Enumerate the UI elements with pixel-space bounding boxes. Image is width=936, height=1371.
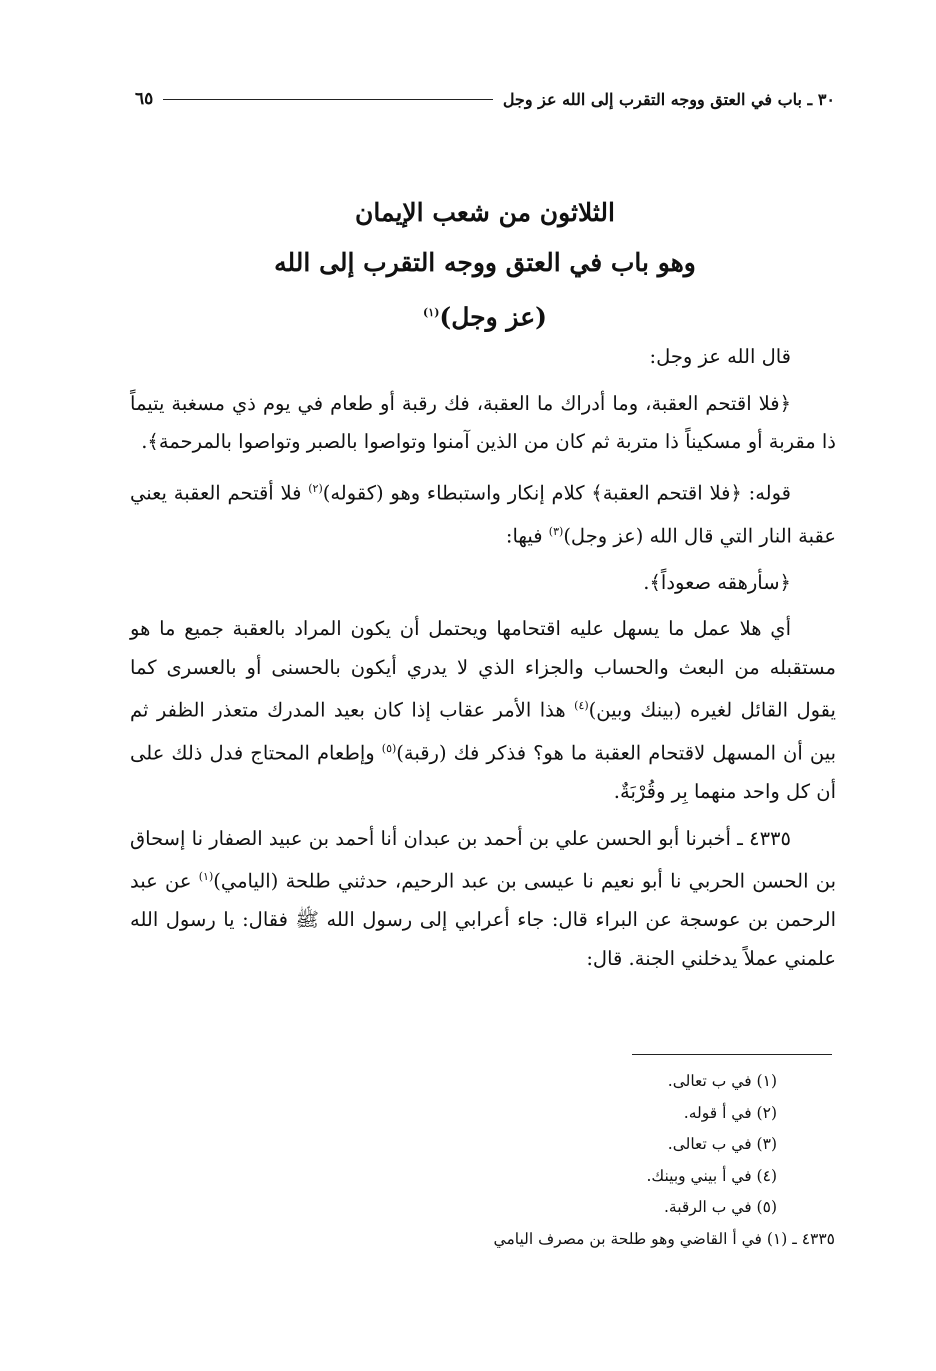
title-footnote-marker: (١) — [423, 306, 440, 319]
paragraph-6 — [130, 820, 836, 979]
paragraph-1: قال الله عز وجل: — [649, 345, 791, 368]
paragraph-5 — [130, 610, 836, 812]
footnote-6: ٤٣٣٥ ـ (١) في أ القاضي وهو طلحة بن مصرف اليامي — [493, 1229, 835, 1248]
footnote-1: (١) في ب تعالى. — [667, 1072, 777, 1090]
title-line-3 — [135, 288, 835, 342]
paragraph-5-part-a: أي هلا عمل ما يسهل عليه اقتحامها ويحتمل أن يكون المراد بالعقبة جميع ما هو مستقبله من البعث والحساب والجزاء الذي لا يدري أيكون بالحسنى أو بالعسرى كما يقول القائل لغيره (بينك وبين) — [130, 617, 836, 722]
footnote-2: (٢) في أ قوله. — [683, 1103, 777, 1122]
paragraph-5-part-b: هذا الأمر عقاب إذا كان بعيد المدرك متعذر الظفر ثم بين أن المسهل لاقتحام العقبة ما هو؟ فذكر فك (رقبة) — [130, 698, 836, 765]
paragraph-3 — [130, 470, 836, 556]
paragraph-3-part-c: فيها: — [505, 524, 549, 547]
page-header — [135, 84, 835, 114]
running-title: ٣٠ ـ باب في العتق ووجه التقرب إلى الله عز وجل — [502, 89, 835, 109]
paragraph-3-part-a: قوله: ﴿فلا اقتحم العقبة﴾ كلام إنكار واستبطاء وهو (كقوله) — [322, 481, 791, 504]
footnote-marker: (٣) — [548, 524, 564, 538]
footnote-5: (٥) في ب الرقبة. — [663, 1198, 777, 1216]
footnote-marker: (٢) — [308, 481, 323, 495]
footnote-marker: (١) — [198, 870, 214, 883]
paragraph-6-part-b: عن عبد الرحمن بن عوسجة عن البراء قال: جاء أعرابي إلى رسول الله ﷺ فقال: يا رسول الله علمني عملاً يدخلني الجنة. قال: — [130, 869, 836, 970]
paragraph-5-part-c: وإطعام المحتاج فدل ذلك على أن كل واحد منهما بِر وقُرْبَةٌ. — [130, 741, 836, 803]
title-line-3-text: (عز وجل) — [439, 302, 547, 332]
paragraph-6-part-a: ٤٣٣٥ ـ أخبرنا أبو الحسن علي بن أحمد بن عبدان أنا أحمد بن عبيد الصفار نا إسحاق بن الحسن الحربي نا أبو نعيم نا عيسى بن عبد الرحيم، حدثني طلحة (اليامي) — [130, 826, 836, 893]
main-text — [130, 338, 836, 986]
paragraph-4: ﴿سأرهقه صعوداً﴾. — [643, 570, 791, 594]
footnote-marker: (٤) — [574, 699, 589, 712]
footnote-4: (٤) في أ بيني وبينك. — [646, 1166, 777, 1185]
footnotes — [135, 1066, 835, 1255]
chapter-title — [135, 188, 835, 342]
footnote-3: (٣) في ب تعالى. — [667, 1135, 777, 1153]
title-line-1: الثلاثون من شعب الإيمان — [355, 198, 615, 227]
footnote-separator — [632, 1054, 832, 1055]
header-rule — [163, 99, 493, 100]
paragraph-3-part-b: فلا أقتحم العقبة يعني عقبة النار التي قال الله (عز وجل) — [130, 481, 836, 547]
title-line-2: وهو باب في العتق ووجه التقرب إلى الله — [274, 248, 696, 277]
paragraph-2: ﴿فلا اقتحم العقبة، وما أدراك ما العقبة، فك رقبة أو طعام في يوم ذي مسغبة يتيماً ذا مقربة أو مسكيناً ذا متربة ثم كان من الذين آمنوا وتواصوا بالصبر وتواصوا بالمرحمة﴾. — [130, 391, 836, 453]
page-number: ٦٥ — [135, 89, 154, 109]
footnote-marker: (٥) — [381, 742, 397, 755]
